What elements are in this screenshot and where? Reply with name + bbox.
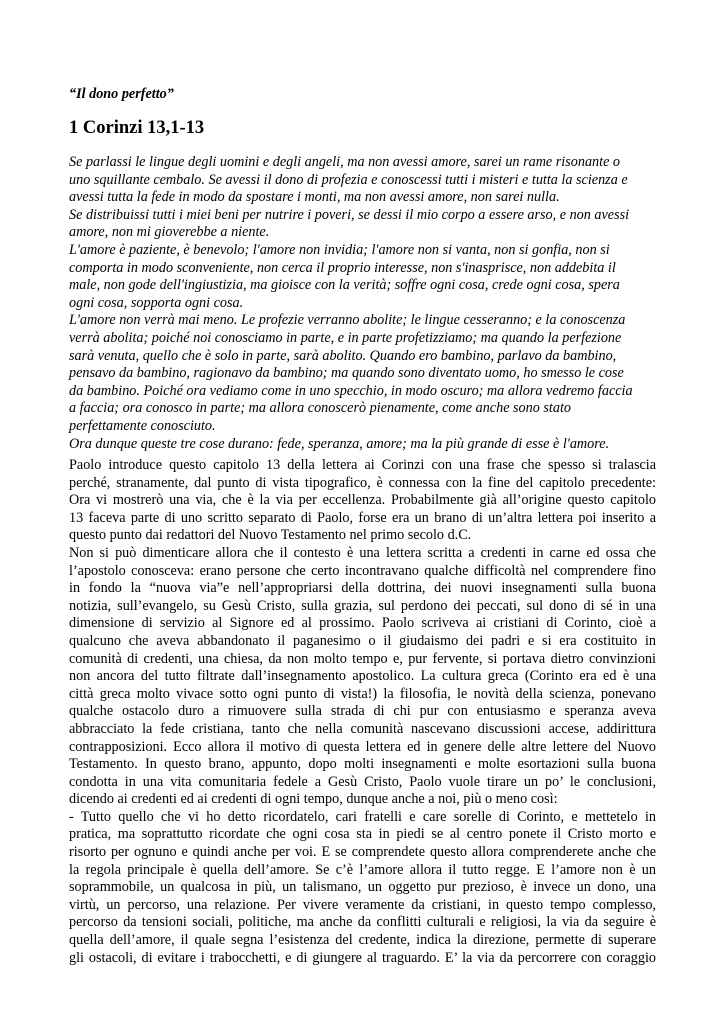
body-line: pratica, ma soprattutto ricordate che ogni cosa sta in piedi se al centro ponete il Cristo morto e: [69, 826, 656, 843]
body-line: gli ostacoli, di evitare i trabocchetti, e di giungere al traguardo. E’ la via da percorrere con coraggio: [69, 949, 656, 966]
body-line: percorso da tensioni sociali, politiche, ma anche da conflitti culturali e religiosi, la via da seguire è: [69, 914, 656, 931]
body-line: Ora vi mostrerò una via, che è la via per eccellenza. Probabilmente già all’origine questo capitolo: [69, 492, 656, 509]
body-line: contrapposizioni. Ecco allora il motivo di questa lettera ed in genere delle altre lettere del Nuovo: [69, 738, 656, 755]
scripture-line: a faccia; ora conosco in parte; ma allora conoscerò pienamente, come anche sono stato: [69, 400, 571, 417]
body-line: Non si può dimenticare allora che il contesto è una lettera scritta a credenti in carne ed ossa che: [69, 544, 656, 561]
body-line: virtù, un percorso, una relazione. Per vivere veramente da cristiani, in questo tempo complesso,: [69, 896, 656, 913]
scripture-line: uno squillante cembalo. Se avessi il dono di profezia e conoscessi tutti i misteri e tutta la scienza e: [69, 171, 628, 188]
scripture-line: perfettamente conosciuto.: [69, 417, 216, 434]
scripture-line: avessi tutta la fede in modo da spostare i monti, ma non avessi amore, non sarei nulla.: [69, 189, 560, 206]
body-line: dimensione di servizio al Signore ed al prossimo. Paolo scriveva ai cristiani di Corinto, cioè a: [69, 615, 656, 632]
body-line: soprammobile, un qualcosa in più, un talismano, un oggetto pur prezioso, è invece un dono, una: [69, 879, 656, 896]
scripture-line: sarà venuta, quello che è solo in parte, sarà abolito. Quando ero bambino, parlavo da bambino,: [69, 347, 617, 364]
scripture-line: verrà abolita; poiché noi conosciamo in parte, e in parte profetizziamo; ma quando la perfezione: [69, 329, 622, 346]
scripture-line: da bambino. Poiché ora vediamo come in uno specchio, in modo oscuro; ma allora vedremo faccia: [69, 382, 633, 399]
body-line: - Tutto quello che vi ho detto ricordatelo, cari fratelli e care sorelle di Corinto, e mettetelo in: [69, 808, 656, 825]
scripture-line: Ora dunque queste tre cose durano: fede, speranza, amore; ma la più grande di esse è l'amore.: [69, 435, 610, 452]
body-line: dicendo ai credenti ed ai credenti di ogni tempo, dunque anche a noi, più o meno così:: [69, 791, 558, 808]
scripture-line: ogni cosa, sopporta ogni cosa.: [69, 294, 244, 311]
body-line: 13 faceva parte di uno scritto separato di Paolo, forse era un brano di un’altra lettera poi inserito a: [69, 509, 656, 526]
body-line: città greca molto vivace sotto ogni punto di vista!) la filosofia, le novità della scienza, ponevano: [69, 685, 656, 702]
body-line: perché, stranamente, dal punto di vista tipografico, è connessa con la fine del capitolo precedente:: [69, 474, 656, 491]
scripture-line: L'amore non verrà mai meno. Le profezie verranno abolite; le lingue cesseranno; e la conoscenza: [69, 312, 626, 329]
document-title: 1 Corinzi 13,1-13: [69, 118, 205, 138]
scripture-line: male, non gode dell'ingiustizia, ma gioisce con la verità; soffre ogni cosa, crede ogni cosa, spera: [69, 277, 620, 294]
scripture-passage: [69, 154, 656, 453]
body-line: questo punto dai redattori del Nuovo Testamento nel primo secolo d.C.: [69, 527, 472, 544]
scripture-line: amore, non mi gioverebbe a niente.: [69, 224, 270, 241]
body-line: risorto per ognuno e quindi anche per voi. E se comprendete questo allora comprenderete anche che: [69, 844, 656, 861]
document-kicker: “Il dono perfetto”: [69, 86, 174, 102]
scripture-line: Se distribuissi tutti i miei beni per nutrire i poveri, se dessi il mio corpo a essere arso, e non avessi: [69, 206, 630, 223]
body-line: quella dell’amore, il quale segna l’esistenza del credente, indica la direzione, permette di superare: [69, 932, 656, 949]
body-line: l’apostolo conosceva: erano persone che certo incontravano qualche difficoltà nel comprendere fino: [69, 562, 656, 579]
body-line: Testamento. In questo brano, appunto, dopo molti insegnamenti e molte esortazioni sulla buona: [69, 756, 656, 773]
body-line: la regola principale è quella dell’amore. Se c’è l’amore allora il tutto regge. E l’amore non è un: [69, 861, 656, 878]
body-line: non ancora del tutto filtrate dall’insegnamento apostolico. La cultura greca (Corinto era ed è una: [69, 668, 656, 685]
body-line: in fondo la “nuova via”e nell’appropriarsi della dottrina, dei nuovi insegnamenti sulla buona: [69, 580, 656, 597]
scripture-line: pensavo da bambino, ragionavo da bambino; ma quando sono diventato uomo, ho smesso le cose: [69, 365, 624, 382]
commentary-body: [69, 457, 656, 967]
body-line: qualche ostacolo duro a rimuovere sulla strada di chi pur con entusiasmo e speranza aveva: [69, 703, 656, 720]
scripture-line: Se parlassi le lingue degli uomini e degli angeli, ma non avessi amore, sarei un rame risonante o: [69, 154, 621, 170]
scripture-line: L'amore è paziente, è benevolo; l'amore non invidia; l'amore non si vanta, non si gonfia, non si: [69, 241, 610, 258]
body-line: comunità di credenti, una chiesa, da non molto tempo e, pur fervente, si portava dietro convinzioni: [69, 650, 656, 667]
body-line: notizia, sull’evangelo, su Gesù Cristo, sulla grazia, sul perdono dei peccati, sul dono di sé in una: [69, 597, 656, 614]
body-line: Paolo introduce questo capitolo 13 della lettera ai Corinzi con una frase che spesso si tralascia: [69, 457, 656, 473]
body-line: condotta in una vita comunitaria fedele a Gesù Cristo, Paolo vuole tirare un po’ le conclusioni,: [69, 773, 656, 790]
body-line: qualcuno che aveva abbandonato il paganesimo o il giudaismo dei padri e si era costituito in: [69, 632, 656, 649]
scripture-line: comporta in modo sconveniente, non cerca il proprio interesse, non s'inasprisce, non addebita il: [69, 259, 616, 276]
body-line: abbracciato la fede cristiana, tanto che nella comunità nascevano discussioni accese, addirittura: [69, 720, 656, 737]
